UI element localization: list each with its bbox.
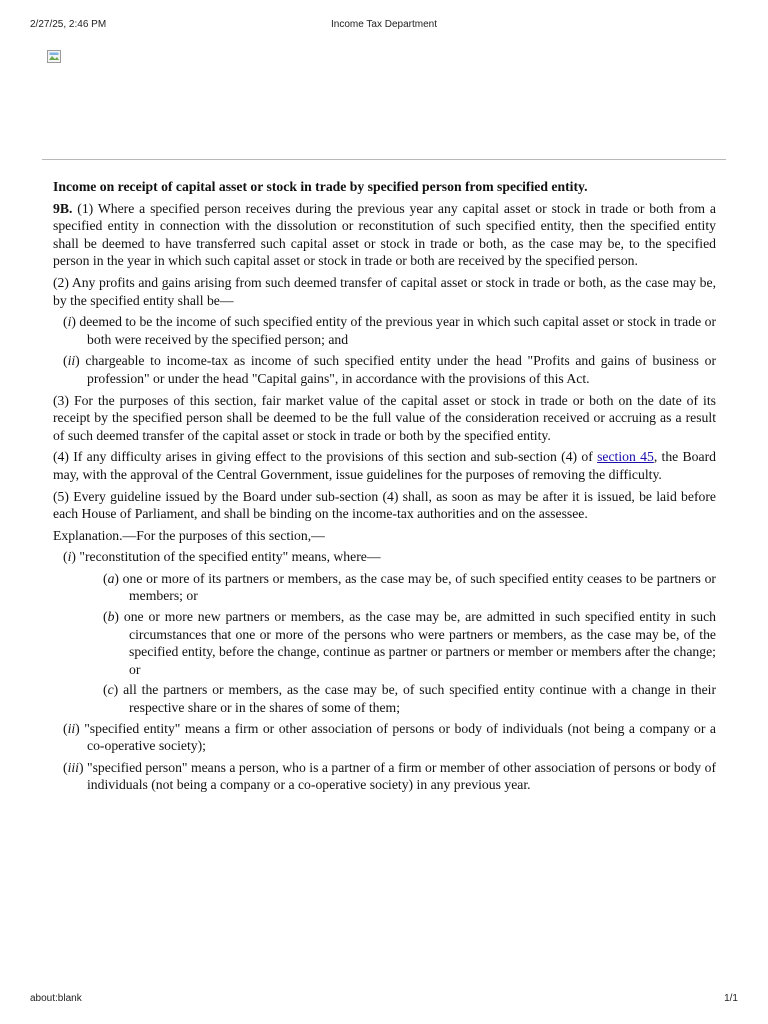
subclause-text: one or more new partners or members, as the case may be, are admitted in such specified entity in such circumstances that one or more of the persons who were partners or members, as the case may be, of the specified entity, before the change, continue as partner or partners or member or members after the change; or: [118, 609, 716, 677]
clause-text: "reconstitution of the specified entity" means, where—: [75, 549, 381, 565]
header-divider: [42, 159, 726, 160]
clause-num: i: [67, 314, 72, 330]
section-content: [53, 178, 716, 798]
subclause-text: one or more of its partners or members, as the case may be, of such specified entity ceases to be partners or members; or: [118, 570, 716, 604]
subsection-3: (3) For the purposes of this section, fair market value of the capital asset or stock in trade or both on the date of its receipt by the specified person shall be deemed to be the full value of the consideration received or accruing as a result of such deemed transfer of the capital asset or stock in trade or both by the specified entity.: [53, 392, 716, 443]
clause-num: i: [67, 549, 72, 565]
clause-text: deemed to be the income of such specified entity of the previous year in which such capital asset or stock in trade or both were received by the specified person; and: [75, 314, 716, 347]
page-url: about:blank: [30, 993, 82, 1004]
subsection-4: [53, 448, 716, 483]
subsection-5: (5) Every guideline issued by the Board under sub-section (4) shall, as soon as may be after it is issued, be laid before each House of Parliament, and shall be binding on the income-tax authorities and on the assessee.: [53, 488, 716, 522]
subclause-b: (b) one or more new partners or members, as the case may be, are admitted in such specified entity in such circumstances that one or more of the persons who were partners or members, as the case may be, of the specified entity, before the change, continue as partner or partners or member or members after the change; or: [103, 609, 716, 677]
clause-num: iii: [67, 759, 79, 775]
subsection-1-text: (1) Where a specified person receives during the previous year any capital asset or stock in trade or both from a specified entity in connection with the dissolution or reconstitution of such specified entity, then the specified entity shall be deemed to have transferred such capital asset or stock in trade or both, as the case may be, to the specified person in the year in which such capital asset or stock in trade or both are received by the specified person.: [53, 200, 716, 269]
clause-text: chargeable to income-tax as income of such specified entity under the head "Profits and gains of business or profession" or under the head "Capital gains", in accordance with the provisions of this Act.: [79, 353, 716, 386]
subclause-c: (c) all the partners or members, as the case may be, of such specified entity continue with a change in their respective share or in the shares of some of them;: [103, 682, 716, 716]
print-date: 2/27/25, 2:46 PM: [30, 19, 107, 30]
subsection-4-text-end: , the Board may, with the approval of the Central Government, issue guidelines for the purposes of removing the difficulty.: [53, 449, 716, 482]
explanation-heading: Explanation.—For the purposes of this section,—: [53, 527, 325, 543]
section-heading: Income on receipt of capital asset or stock in trade by specified person from specified entity.: [53, 179, 588, 194]
clause-num: ii: [67, 353, 76, 369]
subclause-num: b: [107, 609, 115, 625]
subclause-num: a: [107, 570, 115, 586]
document-title: Income Tax Department: [331, 19, 437, 30]
subclause-a: (a) one or more of its partners or members, as the case may be, of such specified entity ceases to be partners or members; or: [103, 570, 716, 604]
broken-image-icon: [47, 50, 63, 64]
explanation-clause-iii: (iii) "specified person" means a person, who is a partner of a firm or member of other association of persons or body of individuals (not being a company or a co-operative society) in any previous year.: [63, 759, 716, 793]
section-45-link[interactable]: section 45: [597, 449, 654, 465]
clause-num: ii: [67, 720, 76, 736]
subsection-4-text: (4) If any difficulty arises in giving effect to the provisions of this section and sub-section (4) of: [53, 449, 598, 465]
subclause-num: c: [107, 682, 114, 698]
subsection-1: [53, 200, 716, 270]
page-number: 1/1: [724, 993, 738, 1004]
explanation-clause-ii: (ii) "specified entity" means a firm or other association of persons or body of individuals (not being a company or a co-operative society);: [63, 720, 716, 754]
clause-text: "specified person" means a person, who is a partner of a firm or member of other association of persons or body of individuals (not being a company or a co-operative society) in any previous year.: [83, 759, 716, 793]
clause-i: (i) deemed to be the income of such specified entity of the previous year in which such capital asset or stock in trade or both were received by the specified person; and: [63, 314, 716, 347]
explanation-clause-i: (i) "reconstitution of the specified entity" means, where—: [63, 549, 381, 565]
subclause-text: all the partners or members, as the case may be, of such specified entity continue with a change in their respective share or in the shares of some of them;: [118, 682, 716, 716]
clause-ii: (ii) chargeable to income-tax as income of such specified entity under the head "Profits and gains of business or profession" or under the head "Capital gains", in accordance with the provisions of this Act.: [63, 353, 716, 386]
section-number: 9B.: [53, 200, 73, 216]
subsection-2: (2) Any profits and gains arising from such deemed transfer of capital asset or stock in trade or both, as the case may be, by the specified entity shall be—: [53, 274, 716, 308]
clause-text: "specified entity" means a firm or other association of persons or body of individuals (not being a company or a co-operative society);: [79, 720, 716, 754]
